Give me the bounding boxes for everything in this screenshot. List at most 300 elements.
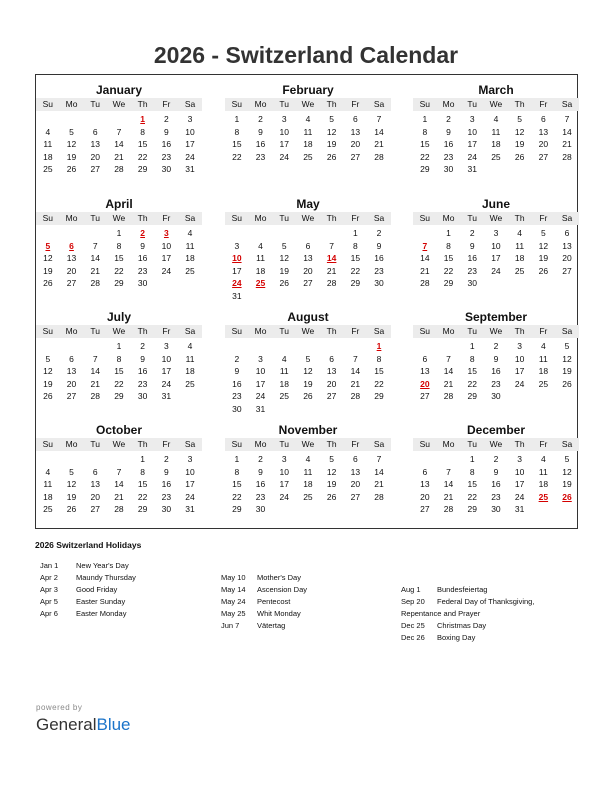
- calendar-day: 27: [66, 391, 77, 402]
- weekday-header: [413, 438, 579, 451]
- calendar-day: 23: [255, 151, 266, 162]
- calendar-day: 12: [66, 479, 77, 490]
- weekday-label: Tu: [467, 439, 478, 449]
- calendar-day: 31: [232, 291, 242, 301]
- calendar-day: 9: [234, 366, 240, 377]
- holiday-day: 25: [538, 491, 549, 502]
- calendar-day: 18: [255, 265, 266, 276]
- weekday-label: Sa: [373, 99, 385, 109]
- calendar-day: 25: [43, 164, 53, 175]
- weekday-label: Mo: [442, 99, 455, 109]
- weekday-label: Su: [231, 99, 243, 109]
- calendar-day: 29: [137, 164, 148, 175]
- calendar-day: 12: [562, 466, 572, 477]
- calendar-day: 5: [281, 240, 287, 251]
- calendar-day: 5: [69, 466, 74, 477]
- weekday-label: Mo: [442, 326, 455, 336]
- calendar-day: 7: [92, 353, 98, 364]
- calendar-day: 2: [493, 454, 499, 464]
- calendar-day: 16: [232, 378, 242, 389]
- weekday-label: Su: [419, 213, 431, 223]
- holiday-date: Apr 6: [40, 609, 58, 618]
- calendar-day: 25: [538, 378, 549, 389]
- calendar-day: 24: [185, 491, 195, 502]
- calendar-day: 1: [352, 228, 358, 238]
- calendar-day: 1: [422, 114, 428, 124]
- weekday-label: Th: [326, 326, 337, 336]
- calendar-day: 28: [90, 391, 100, 402]
- calendar-day: 9: [469, 240, 475, 251]
- month-july: [36, 310, 202, 415]
- calendar-day: 6: [352, 114, 358, 124]
- calendar-day: 7: [376, 114, 382, 124]
- calendar-day: 17: [491, 253, 501, 264]
- weekday-label: Sa: [373, 439, 385, 449]
- holiday-day: 1: [376, 341, 382, 351]
- weekday-label: Tu: [90, 213, 101, 223]
- weekday-label: Su: [419, 99, 431, 109]
- calendar-day: 23: [467, 265, 477, 276]
- calendar-day: 16: [491, 366, 501, 377]
- weekday-label: Sa: [373, 213, 385, 223]
- weekday-label: Mo: [254, 99, 267, 109]
- weekday-header: [36, 98, 202, 111]
- calendar-day: 29: [137, 504, 148, 515]
- calendar-day: 12: [326, 126, 337, 137]
- weekday-label: Th: [514, 99, 525, 109]
- calendar-day: 22: [350, 265, 361, 276]
- calendar-day: 17: [467, 139, 477, 150]
- calendar-day: 21: [114, 151, 124, 162]
- holiday-date: Dec 25: [401, 621, 425, 630]
- calendar-day: 25: [185, 265, 195, 276]
- calendar-day: 10: [467, 126, 477, 137]
- weekday-label: Tu: [467, 99, 478, 109]
- calendar-day: 2: [258, 454, 263, 464]
- month-october: [36, 423, 202, 528]
- calendar-day: 16: [161, 139, 172, 150]
- weekday-label: Sa: [561, 439, 573, 449]
- calendar-day: 23: [137, 265, 148, 276]
- calendar-day: 22: [232, 151, 242, 162]
- calendar-day: 26: [43, 278, 53, 289]
- weekday-label: Sa: [561, 213, 573, 223]
- calendar-day: 13: [66, 253, 77, 264]
- calendar-day: 27: [66, 278, 77, 289]
- calendar-day: 30: [161, 504, 172, 515]
- holiday-date: Dec 26: [401, 633, 425, 642]
- calendar-day: 19: [303, 378, 313, 389]
- calendar-day: 27: [420, 391, 430, 402]
- calendar-day: 11: [515, 240, 525, 251]
- calendar-day: 14: [443, 479, 454, 490]
- weekday-header: [36, 325, 202, 338]
- calendar-day: 24: [279, 151, 289, 162]
- weekday-label: Sa: [184, 326, 196, 336]
- calendar-day: 30: [443, 164, 454, 175]
- calendar-day: 18: [303, 479, 313, 490]
- calendar-day: 4: [45, 126, 51, 137]
- month-april: [36, 197, 202, 302]
- calendar-day: 9: [258, 126, 263, 137]
- holiday-date: Apr 3: [40, 585, 58, 594]
- calendar-day: 19: [326, 479, 337, 490]
- weekday-label: Su: [42, 439, 54, 449]
- weekday-label: Fr: [162, 213, 171, 223]
- calendar-day: 3: [234, 240, 240, 251]
- calendar-day: 6: [69, 353, 74, 364]
- month-november: [225, 423, 391, 528]
- holiday-day: 20: [420, 378, 430, 389]
- holiday-day: 5: [45, 240, 51, 251]
- weekday-label: We: [489, 439, 503, 449]
- calendar-day: 23: [374, 265, 384, 276]
- calendar-day: 7: [446, 353, 451, 364]
- calendar-day: 6: [305, 240, 311, 251]
- weekday-label: Su: [231, 213, 243, 223]
- calendar-day: 4: [540, 341, 546, 351]
- calendar-day: 30: [232, 404, 242, 414]
- weekday-label: Sa: [561, 99, 573, 109]
- calendar-day: 7: [376, 454, 382, 464]
- calendar-day: 19: [43, 265, 53, 276]
- calendar-day: 6: [92, 126, 98, 137]
- calendar-day: 13: [66, 366, 77, 377]
- weekday-header: [225, 212, 391, 225]
- calendar-day: 28: [350, 391, 361, 402]
- weekday-label: Tu: [90, 326, 101, 336]
- weekday-label: Fr: [351, 99, 360, 109]
- calendar-day: 26: [43, 391, 53, 402]
- calendar-day: 8: [234, 126, 240, 137]
- calendar-day: 7: [352, 353, 358, 364]
- calendar-day: 13: [303, 253, 313, 264]
- calendar-day: 6: [564, 228, 570, 238]
- weekday-label: Fr: [539, 439, 548, 449]
- weekday-header: [225, 438, 391, 451]
- weekday-label: Su: [42, 326, 54, 336]
- calendar-day: 7: [92, 240, 98, 251]
- holiday-date: Apr 2: [40, 573, 58, 582]
- calendar-day: 23: [443, 151, 454, 162]
- calendar-day: 21: [443, 378, 454, 389]
- calendar-day: 30: [374, 278, 384, 289]
- calendar-day: 16: [374, 253, 384, 264]
- holiday-date: May 10: [221, 573, 246, 582]
- brand-name-general: General: [36, 715, 97, 734]
- month-name: April: [105, 197, 133, 211]
- weekday-label: Su: [231, 439, 243, 449]
- holiday-day: 6: [69, 240, 74, 251]
- weekday-label: Th: [514, 326, 525, 336]
- calendar-day: 13: [90, 139, 100, 150]
- calendar-day: 9: [493, 353, 499, 364]
- weekday-header: [36, 212, 202, 225]
- weekday-label: Th: [514, 213, 525, 223]
- weekday-label: Tu: [279, 326, 290, 336]
- weekday-label: Mo: [65, 439, 78, 449]
- calendar-day: 5: [305, 353, 311, 364]
- calendar-day: 14: [90, 366, 100, 377]
- calendar-day: 4: [305, 114, 311, 124]
- calendar-day: 27: [303, 278, 313, 289]
- calendar-day: 8: [469, 466, 475, 477]
- calendar-day: 11: [538, 466, 548, 477]
- calendar-day: 28: [90, 278, 100, 289]
- calendar-day: 22: [232, 491, 242, 502]
- calendar-day: 28: [562, 151, 572, 162]
- calendar-day: 11: [43, 139, 53, 150]
- weekday-label: We: [489, 326, 503, 336]
- calendar-day: 29: [374, 391, 384, 402]
- calendar-day: 10: [491, 240, 501, 251]
- calendar-day: 29: [467, 504, 477, 515]
- calendar-day: 16: [443, 139, 454, 150]
- weekday-label: Fr: [539, 99, 548, 109]
- holiday-name: New Year's Day: [76, 561, 129, 570]
- calendar-day: 2: [376, 228, 382, 238]
- weekday-label: Mo: [254, 326, 267, 336]
- calendar-day: 26: [326, 491, 337, 502]
- calendar-day: 5: [329, 114, 334, 124]
- calendar-day: 17: [185, 139, 195, 150]
- weekday-label: Su: [419, 439, 431, 449]
- calendar-day: 21: [90, 378, 100, 389]
- calendar-day: 9: [140, 240, 145, 251]
- calendar-day: 10: [514, 353, 525, 364]
- holiday-day: 25: [255, 278, 266, 289]
- calendar-day: 23: [491, 378, 501, 389]
- month-name: August: [287, 310, 329, 324]
- calendar-day: 12: [562, 353, 572, 364]
- calendar-day: 25: [279, 391, 289, 402]
- weekday-header: [225, 98, 391, 111]
- calendar-day: 9: [163, 466, 169, 477]
- calendar-day: 22: [420, 151, 430, 162]
- weekday-label: Tu: [467, 213, 478, 223]
- weekday-label: Mo: [65, 326, 78, 336]
- calendar-day: 31: [185, 164, 195, 175]
- holiday-date: May 14: [221, 585, 246, 594]
- calendar-day: 20: [538, 139, 549, 150]
- calendar-day: 14: [420, 253, 430, 264]
- weekday-label: Th: [137, 213, 148, 223]
- calendar-day: 10: [161, 353, 172, 364]
- weekday-label: Tu: [90, 99, 101, 109]
- calendar-day: 12: [279, 253, 289, 264]
- calendar-day: 11: [279, 366, 289, 377]
- weekday-label: Fr: [351, 439, 360, 449]
- calendar-day: 21: [350, 378, 361, 389]
- calendar-day: 16: [161, 479, 172, 490]
- calendar-day: 4: [281, 353, 287, 364]
- calendar-day: 6: [329, 353, 334, 364]
- powered-by-text: powered by: [36, 703, 83, 712]
- weekday-label: Tu: [90, 439, 101, 449]
- calendar-day: 2: [493, 341, 499, 351]
- calendar-day: 30: [137, 278, 148, 289]
- month-december: [413, 423, 579, 528]
- weekday-label: We: [112, 99, 126, 109]
- month-name: June: [481, 197, 510, 211]
- calendar-day: 18: [538, 366, 549, 377]
- weekday-label: Mo: [442, 439, 455, 449]
- calendar-day: 16: [255, 479, 266, 490]
- calendar-day: 4: [305, 454, 311, 464]
- calendar-day: 5: [45, 353, 51, 364]
- calendar-day: 8: [422, 126, 428, 137]
- calendar-day: 2: [140, 341, 145, 351]
- calendar-day: 11: [303, 126, 313, 137]
- calendar-day: 13: [350, 126, 361, 137]
- calendar-day: 5: [329, 454, 334, 464]
- calendar-day: 20: [420, 491, 430, 502]
- weekday-label: Tu: [279, 213, 290, 223]
- calendar-day: 27: [90, 504, 100, 515]
- calendar-day: 14: [90, 253, 100, 264]
- weekday-label: We: [489, 99, 503, 109]
- month-name: July: [106, 310, 131, 324]
- calendar-day: 22: [137, 151, 148, 162]
- calendar-day: 16: [137, 253, 148, 264]
- calendar-day: 15: [467, 479, 477, 490]
- weekday-label: Tu: [279, 99, 290, 109]
- month-name: December: [466, 423, 526, 437]
- calendar-day: 29: [420, 164, 430, 175]
- weekday-header: [225, 325, 391, 338]
- calendar-day: 13: [350, 466, 361, 477]
- holiday-name: Good Friday: [76, 585, 118, 594]
- calendar-day: 17: [279, 139, 289, 150]
- calendar-day: 29: [114, 278, 124, 289]
- calendar-day: 11: [491, 126, 501, 137]
- calendar-day: 10: [279, 466, 289, 477]
- calendar-day: 6: [422, 466, 428, 477]
- calendar-day: 26: [66, 504, 77, 515]
- calendar-day: 28: [374, 151, 384, 162]
- calendar-day: 3: [163, 341, 169, 351]
- calendar-day: 22: [443, 265, 454, 276]
- calendar-day: 27: [538, 151, 549, 162]
- holiday-name: Easter Sunday: [76, 597, 126, 606]
- calendar-day: 26: [326, 151, 337, 162]
- calendar-day: 8: [446, 240, 451, 251]
- month-name: January: [95, 83, 143, 97]
- calendar-day: 23: [232, 391, 242, 402]
- calendar-day: 28: [420, 278, 430, 289]
- month-august: [225, 310, 391, 415]
- calendar-day: 15: [443, 253, 454, 264]
- calendar-day: 15: [232, 479, 242, 490]
- calendar-day: 16: [467, 253, 477, 264]
- calendar-day: 4: [540, 454, 546, 464]
- holiday-date: Aug 1: [401, 585, 421, 594]
- calendar-day: 9: [140, 353, 145, 364]
- calendar-day: 24: [161, 265, 172, 276]
- holiday-day: 10: [232, 253, 242, 264]
- calendar-day: 30: [467, 278, 477, 289]
- calendar-day: 28: [443, 391, 454, 402]
- calendar-day: 7: [446, 466, 451, 477]
- calendar-day: 18: [514, 253, 525, 264]
- calendar-day: 14: [374, 466, 384, 477]
- calendar-day: 12: [538, 240, 549, 251]
- calendar-day: 24: [514, 378, 525, 389]
- holiday-date: Jan 1: [40, 561, 59, 570]
- calendar-day: 29: [443, 278, 454, 289]
- calendar-day: 21: [562, 139, 572, 150]
- calendar-day: 30: [255, 504, 266, 515]
- weekday-label: Tu: [467, 326, 478, 336]
- calendar-day: 26: [514, 151, 525, 162]
- calendar-day: 18: [491, 139, 501, 150]
- weekday-label: We: [489, 213, 503, 223]
- calendar-day: 17: [185, 479, 195, 490]
- calendar-day: 20: [90, 151, 100, 162]
- calendar-day: 17: [514, 366, 525, 377]
- holiday-name: Mother's Day: [257, 573, 301, 582]
- calendar-day: 1: [140, 454, 145, 464]
- calendar-day: 1: [446, 228, 451, 238]
- calendar-day: 31: [185, 504, 195, 515]
- calendar-day: 19: [326, 139, 337, 150]
- holiday-name-continued: Repentance and Prayer: [401, 609, 481, 618]
- holiday-date: Apr 5: [40, 597, 58, 606]
- holiday-name: Vätertag: [257, 621, 286, 630]
- calendar-day: 1: [116, 228, 122, 238]
- weekday-label: Fr: [162, 99, 171, 109]
- calendar-day: 6: [540, 114, 546, 124]
- calendar-day: 9: [493, 466, 499, 477]
- weekday-label: Th: [514, 439, 525, 449]
- calendar-day: 14: [114, 139, 124, 150]
- calendar-day: 6: [352, 454, 358, 464]
- calendar-day: 14: [374, 126, 384, 137]
- calendar-day: 8: [140, 126, 145, 137]
- calendar-day: 15: [420, 139, 430, 150]
- calendar-day: 25: [43, 504, 53, 515]
- calendar-day: 28: [443, 504, 454, 515]
- calendar-day: 28: [114, 504, 124, 515]
- weekday-label: We: [112, 439, 126, 449]
- calendar-day: 24: [185, 151, 195, 162]
- calendar-day: 13: [326, 366, 337, 377]
- weekday-label: We: [301, 213, 315, 223]
- brand-logo: [36, 715, 131, 735]
- calendar-day: 20: [350, 479, 361, 490]
- calendar-day: 10: [255, 366, 266, 377]
- calendar-day: 23: [137, 378, 148, 389]
- calendar-day: 25: [185, 378, 195, 389]
- calendar-day: 28: [114, 164, 124, 175]
- calendar-day: 5: [540, 228, 546, 238]
- weekday-label: Su: [419, 326, 431, 336]
- weekday-label: Tu: [279, 439, 290, 449]
- holiday-day: 1: [140, 114, 145, 124]
- calendar-day: 8: [140, 466, 145, 477]
- calendar-day: 1: [234, 114, 240, 124]
- calendar-day: 26: [562, 378, 572, 389]
- calendar-day: 11: [185, 240, 195, 251]
- calendar-day: 18: [185, 366, 195, 377]
- calendar-day: 11: [538, 353, 548, 364]
- calendar-day: 5: [564, 454, 570, 464]
- calendar-day: 24: [491, 265, 501, 276]
- calendar-day: 12: [66, 139, 77, 150]
- holiday-name: Christmas Day: [437, 621, 487, 630]
- calendar-day: 21: [420, 265, 430, 276]
- calendar-day: 21: [90, 265, 100, 276]
